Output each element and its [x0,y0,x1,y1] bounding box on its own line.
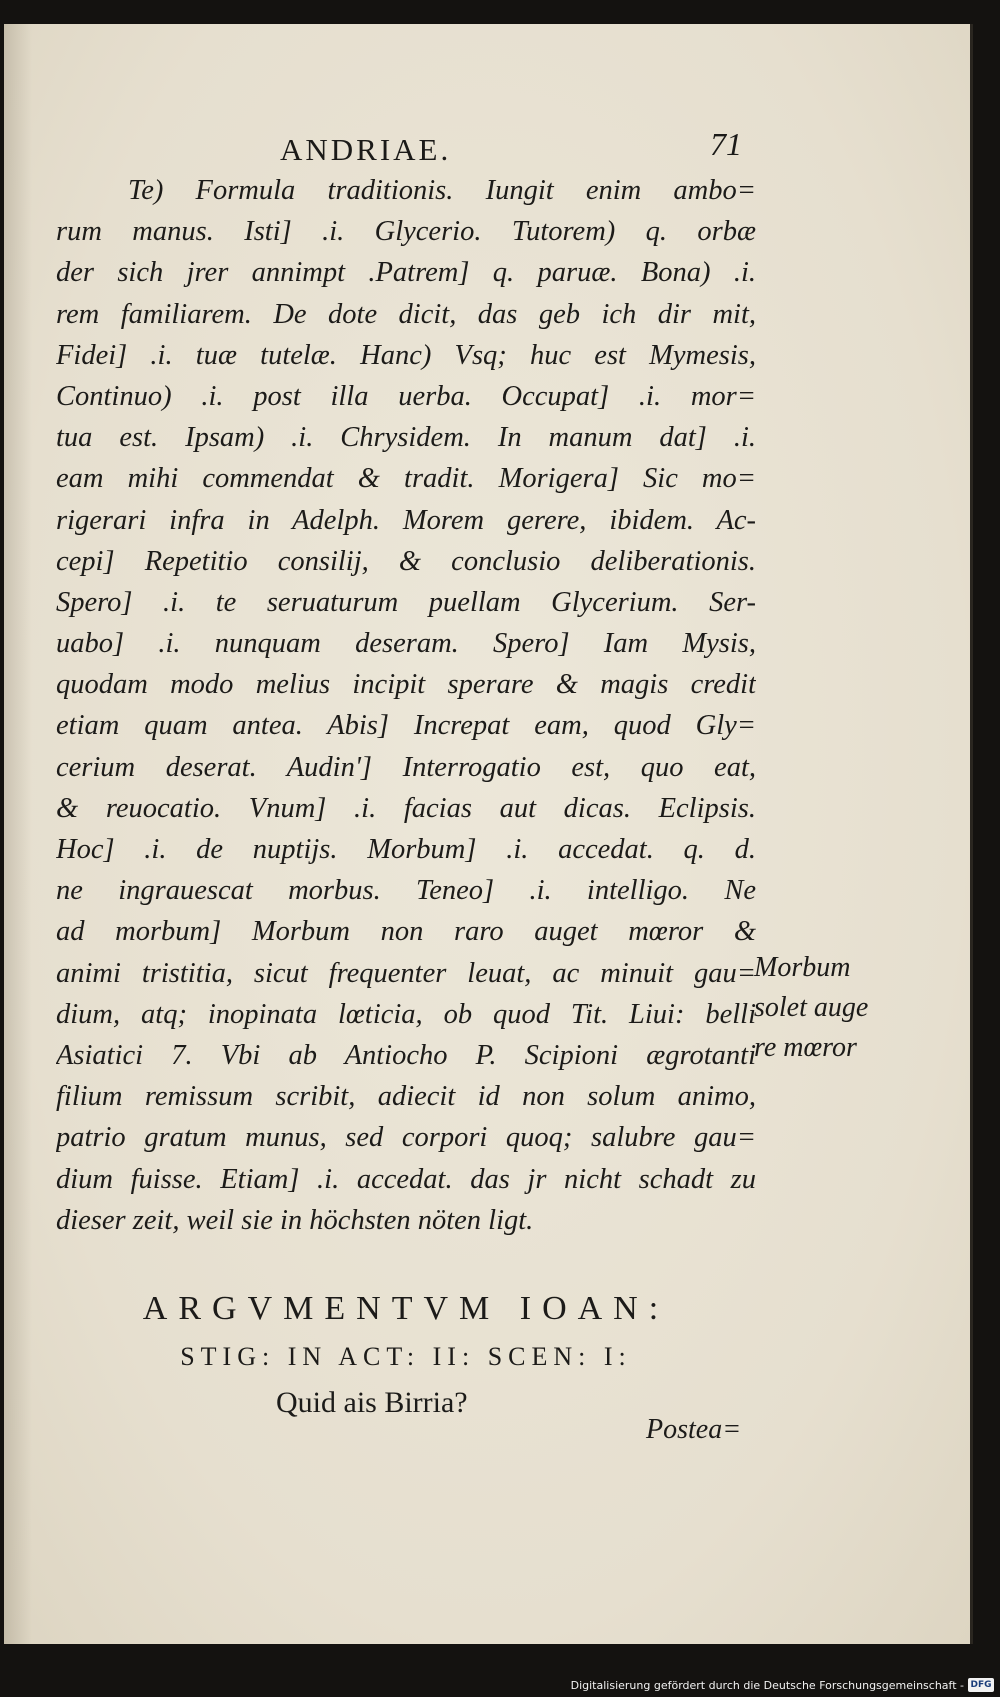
text-line: animi tristitia, sicut frequenter leuat, ac minuit gau= [56,957,756,989]
text-line: rem familiarem. De dote dicit, das geb ich dir mit, [56,298,756,330]
argument-subtitle: STIG: IN ACT: II: SCEN: I: [180,1342,632,1371]
marginal-note-line: re mœror [754,1032,857,1063]
running-head: ANDRIAE. [280,132,452,167]
text-line: eam mihi commendat & tradit. Morigera] Sic mo= [56,463,756,495]
text-line: ad morbum] Morbum non raro auget mœror & [56,916,756,948]
argument-incipit: Quid ais Birria? [276,1386,468,1419]
argument-heading [56,1284,756,1426]
page-number: 71 [710,126,742,162]
book-page [4,24,973,1644]
text-line: patrio gratum munus, sed corpori quoq; salubre gau= [56,1122,756,1154]
text-line: tua est. Ipsam) .i. Chrysidem. In manum dat] .i. [56,422,756,454]
text-line: ne ingrauescat morbus. Teneo] .i. intelligo. Ne [56,875,756,907]
text-line: Continuo) .i. post illa uerba. Occupat] .i. mor= [56,380,756,412]
marginal-note-line: solet auge [754,992,869,1023]
text-line: uabo] .i. nunquam deseram. Spero] Iam Mysis, [56,628,756,660]
text-line: Te) Formula traditionis. Iungit enim ambo= [128,175,756,206]
text-line: Spero] .i. te seruaturum puellam Glycerium. Ser- [56,586,756,618]
footer-credit: Digitalisierung gefördert durch die Deutsche Forschungsgemeinschaft - [570,1678,964,1692]
text-line: etiam quam antea. Abis] Increpat eam, quod Gly= [56,710,756,742]
digitization-footer [571,1675,994,1695]
text-line: dium, atq; inopinata lœticia, ob quod Tit. Liui: belli [56,998,756,1030]
text-line: Asiatici 7. Vbi ab Antiocho P. Scipioni ægrotanti [56,1039,756,1071]
text-line: & reuocatio. Vnum] .i. facias aut dicas. Eclipsis. [56,792,756,824]
gutter-shadow [4,24,32,1644]
dfg-logo-icon: DFG [968,1678,994,1692]
text-line: quodam modo melius incipit sperare & magis credit [56,669,756,701]
page-header [4,126,970,172]
text-line: Hoc] .i. de nuptijs. Morbum] .i. accedat. q. d. [56,834,756,865]
marginal-note [754,948,904,1068]
text-line: rum manus. Isti] .i. Glycerio. Tutorem) q. orbæ [56,216,756,248]
marginal-note-line: Morbum [754,952,851,983]
commentary-text [56,170,756,1241]
text-line: dium fuisse. Etiam] .i. accedat. das jr nicht schadt zu [56,1163,756,1195]
argument-title: ARGVMENTVM IOAN: [142,1290,670,1327]
text-line: cepi] Repetitio consilij, & conclusio deliberationis. [56,545,756,577]
text-line: rigerari infra in Adelph. Morem gerere, ibidem. Ac- [56,504,756,536]
text-line: filium remissum scribit, adiecit id non solum animo, [56,1081,756,1113]
text-line: Fidei] .i. tuæ tutelæ. Hanc) Vsq; huc est Mymesis, [56,339,756,371]
text-line: cerium deserat. Audin'] Interrogatio est, quo eat, [56,751,756,783]
catchword: Postea= [646,1414,742,1445]
text-line: dieser zeit, weil sie in höchsten nöten ligt. [56,1204,534,1236]
text-line: der sich jrer annimpt .Patrem] q. paruæ. Bona) .i. [56,257,756,289]
